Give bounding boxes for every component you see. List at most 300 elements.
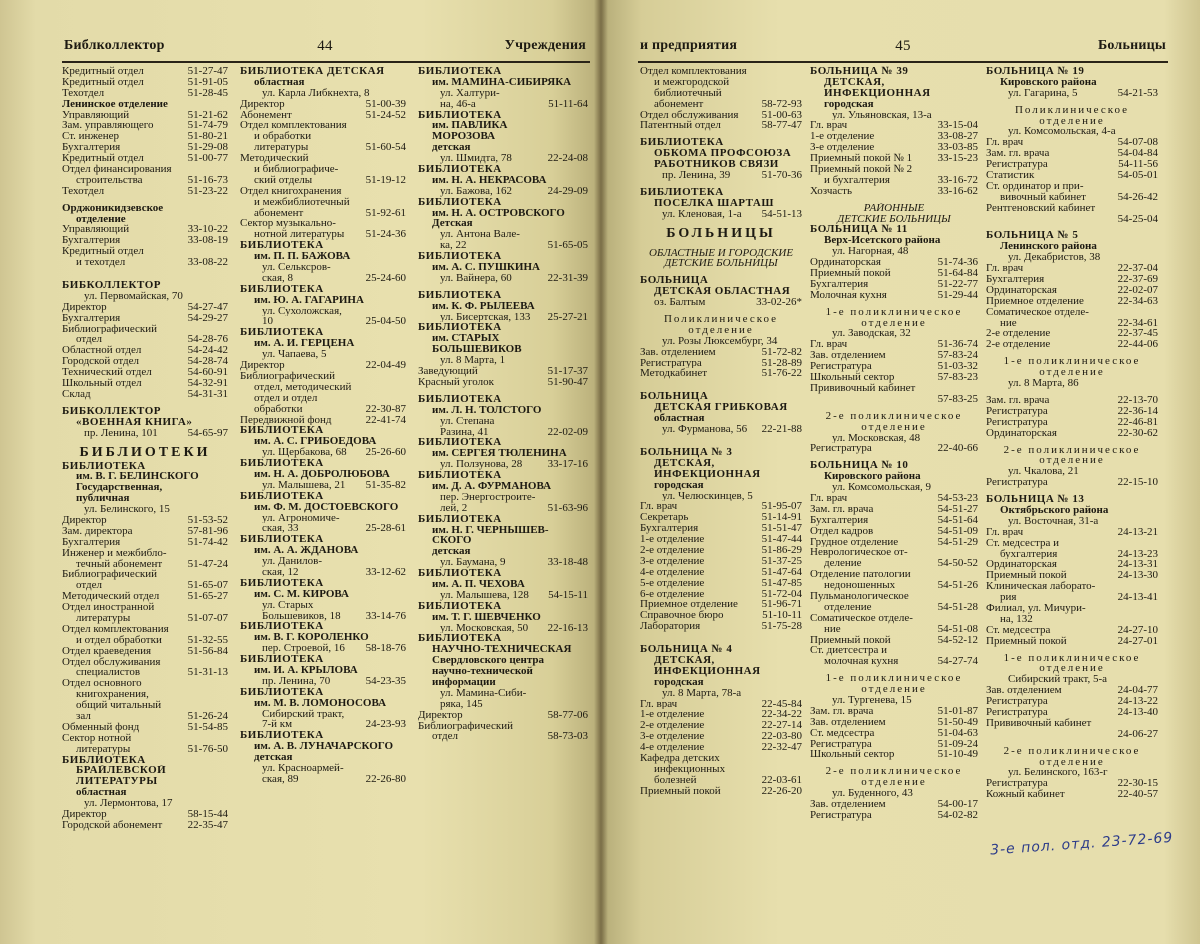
phone-number: 58-18-76 bbox=[365, 643, 406, 655]
entry-text: ул. Комсомольская, 9 bbox=[832, 482, 932, 493]
entry-label: Регистратура bbox=[810, 809, 872, 821]
phone-number: 51-47-64 bbox=[761, 566, 802, 578]
entry-text: ул. Мамина-Сиби- bbox=[440, 687, 527, 699]
institution-name: ИНФЕКЦИОННАЯ bbox=[824, 87, 931, 99]
phone-number: 25-26-60 bbox=[365, 447, 406, 459]
directory-entry bbox=[986, 592, 1158, 603]
entry-label: ние bbox=[824, 623, 841, 635]
entry-label: Ординаторская bbox=[986, 284, 1057, 296]
entry-label: Приемный покой bbox=[986, 570, 1067, 582]
entry-label: 3-е отделение bbox=[640, 731, 705, 743]
phone-number: 51-09-24 bbox=[937, 738, 978, 750]
entry-label: ская, 8 bbox=[262, 272, 294, 284]
institution-name: БИБЛИОТЕКА bbox=[640, 137, 724, 149]
institution-name: ЛИТЕРАТУРЫ bbox=[76, 776, 158, 788]
left-header-title: Библколлектор bbox=[64, 38, 165, 53]
entry-text: и межбиблиотечный bbox=[254, 196, 350, 208]
directory-entry bbox=[62, 224, 228, 235]
entry-label: течный абонемент bbox=[76, 558, 163, 570]
phone-number: 54-51-08 bbox=[937, 623, 978, 635]
institution-name: БИБЛИОТЕКА bbox=[418, 109, 502, 121]
department-subheading: 2-е поликлиническое bbox=[825, 410, 963, 422]
entry-label: и техотдел bbox=[76, 257, 126, 269]
institution-name: ДЕТСКАЯ ГРИБКОВАЯ bbox=[654, 402, 788, 414]
phone-number: 51-35-82 bbox=[365, 479, 406, 491]
phone-number: 24-06-27 bbox=[1117, 728, 1158, 740]
directory-entry bbox=[640, 523, 802, 534]
entry-text: на, 132 bbox=[1000, 613, 1033, 625]
institution-name: БИБЛИОТЕКА ДЕТСКАЯ bbox=[240, 66, 385, 77]
entry-label: деление bbox=[824, 558, 862, 570]
phone-number: 24-29-09 bbox=[547, 185, 588, 197]
entry-label: пр. Ленина, 39 bbox=[662, 170, 731, 181]
directory-entry bbox=[240, 142, 406, 153]
phone-number: 22-34-63 bbox=[1117, 295, 1158, 307]
entry-label: Техотдел bbox=[62, 87, 105, 99]
entry-heading: им. С. М. КИРОВА bbox=[254, 588, 349, 600]
entry-heading: Государственная, bbox=[76, 482, 163, 494]
directory-entry bbox=[62, 334, 228, 345]
directory-entry bbox=[810, 728, 978, 739]
department-subheading: 1-е поликлиническое bbox=[825, 306, 963, 318]
phone-number: 51-26-24 bbox=[187, 710, 228, 722]
entry-text: Кредитный отдел bbox=[62, 246, 144, 258]
directory-entry bbox=[62, 711, 228, 722]
directory-entry bbox=[810, 810, 978, 821]
directory-entry bbox=[986, 274, 1158, 285]
left-column-3 bbox=[418, 66, 588, 742]
phone-number: 22-02-09 bbox=[547, 426, 588, 438]
phone-number: 33-17-16 bbox=[547, 459, 588, 471]
entry-label: Регистратура bbox=[986, 405, 1048, 417]
department-subheading: отделение bbox=[688, 324, 754, 336]
entry-text: ул. Сельксров- bbox=[262, 262, 331, 273]
institution-name: ДЕТСКАЯ, bbox=[824, 76, 885, 88]
entry-label: специалистов bbox=[76, 667, 141, 679]
directory-entry bbox=[418, 623, 588, 634]
phone-number: 51-60-54 bbox=[365, 142, 406, 154]
entry-label: Красный уголок bbox=[418, 376, 494, 388]
entry-label: ул. Бисертская, 133 bbox=[440, 311, 531, 323]
phone-number: 24-13-41 bbox=[1117, 592, 1158, 603]
phone-number: 33-02-26* bbox=[756, 297, 802, 309]
entry-text: ул. Розы Люксембург, 34 bbox=[662, 335, 778, 347]
left-header-section: Учреждения bbox=[504, 38, 586, 53]
phone-number: 22-26-20 bbox=[761, 785, 802, 797]
institution-name: БИБЛИОТЕКА bbox=[418, 633, 502, 645]
institution-name: БОЛЬНИЦА bbox=[640, 275, 709, 287]
institution-name: БОЛЬНИЦА № 39 bbox=[810, 66, 909, 77]
phone-number: 51-01-87 bbox=[937, 705, 978, 717]
department-subheading: 2-е поликлиническое bbox=[1003, 745, 1141, 757]
entry-text: ул. Ульяновская, 13-а bbox=[832, 109, 932, 121]
phone-number: 54-51-29 bbox=[937, 536, 978, 548]
directory-entry bbox=[810, 443, 978, 454]
entry-label: Склад bbox=[62, 388, 91, 400]
entry-label: рия bbox=[1000, 592, 1017, 603]
entry-label: Бухгалтерия bbox=[986, 274, 1045, 285]
entry-text: и межгородской bbox=[654, 76, 730, 88]
entry-text: ул. Белинского, 163-г bbox=[1008, 767, 1108, 779]
entry-text: отдел и отдел bbox=[254, 392, 318, 404]
directory-entry bbox=[640, 599, 802, 610]
phone-number: 51-92-61 bbox=[365, 207, 406, 219]
category-subheading: ДЕТСКИЕ БОЛЬНИЦЫ bbox=[664, 258, 778, 270]
directory-entry bbox=[810, 504, 978, 515]
phone-number: 22-30-62 bbox=[1117, 427, 1158, 439]
entry-label: Школьный сектор bbox=[810, 749, 895, 761]
directory-entry bbox=[986, 636, 1158, 647]
phone-number: 54-60-91 bbox=[187, 367, 228, 379]
entry-text: Соматическое отделе- bbox=[986, 306, 1089, 318]
phone-number: 54-51-27 bbox=[937, 503, 978, 515]
phone-number: 54-32-91 bbox=[187, 378, 228, 389]
directory-entry bbox=[62, 646, 228, 657]
entry-label: Гл. врач bbox=[810, 120, 848, 132]
category-subheading: ДЕТСКИЕ БОЛЬНИЦЫ bbox=[837, 213, 951, 225]
directory-entry bbox=[418, 557, 588, 568]
department-subheading: отделение bbox=[861, 777, 927, 789]
entry-label: 6-е отделение bbox=[640, 588, 705, 600]
entry-label: Зам. управляющего bbox=[62, 120, 154, 132]
phone-number: 51-28-45 bbox=[187, 87, 228, 99]
directory-entry bbox=[640, 731, 802, 742]
phone-number: 22-44-06 bbox=[1117, 339, 1158, 351]
entry-label: абонемент bbox=[254, 207, 304, 219]
entry-label: Регистратура bbox=[810, 443, 872, 455]
phone-number: 54-11-56 bbox=[1118, 159, 1158, 171]
directory-entry bbox=[810, 749, 978, 760]
phone-number: 51-50-49 bbox=[937, 716, 978, 728]
entry-label: Приемный покой № 1 bbox=[810, 153, 913, 165]
entry-text: ул. Антона Вале- bbox=[440, 229, 520, 241]
entry-text: ул. Данилов- bbox=[262, 556, 323, 567]
entry-text: ул. Первомайская, 70 bbox=[84, 290, 183, 302]
right-page-header bbox=[640, 38, 1166, 60]
entry-heading: Верх-Исетского района bbox=[824, 235, 941, 247]
directory-entry bbox=[986, 477, 1158, 488]
phone-number: 22-36-14 bbox=[1117, 405, 1158, 417]
directory-entry bbox=[986, 559, 1158, 570]
directory-entry bbox=[640, 567, 802, 578]
entry-text: Методический bbox=[240, 153, 309, 165]
directory-entry bbox=[640, 578, 802, 589]
directory-entry bbox=[240, 447, 406, 458]
entry-label: Школьный отдел bbox=[62, 378, 142, 389]
entry-heading: Ленинское отделение bbox=[62, 98, 168, 110]
phone-number: 51-24-36 bbox=[365, 229, 406, 241]
entry-heading: СКОГО bbox=[432, 535, 472, 547]
phone-number: 51-75-28 bbox=[761, 621, 802, 633]
directory-entry bbox=[640, 786, 802, 797]
directory-entry bbox=[810, 372, 978, 383]
entry-label: Лаборатория bbox=[640, 621, 701, 633]
entry-label: нотной литературы bbox=[254, 229, 345, 241]
directory-entry bbox=[240, 567, 406, 578]
phone-number: 51-10-11 bbox=[762, 610, 802, 622]
directory-entry bbox=[986, 137, 1158, 148]
entry-label: Зам. гл. врача bbox=[810, 705, 874, 717]
entry-text: ул. Старых bbox=[262, 599, 314, 611]
section-title: БОЛЬНИЦЫ bbox=[666, 225, 776, 241]
entry-label: пер. Строевой, 16 bbox=[262, 643, 345, 655]
phone-number: 22-35-47 bbox=[187, 819, 228, 831]
directory-entry bbox=[62, 235, 228, 246]
phone-number: 54-51-13 bbox=[761, 208, 802, 220]
institution-name: БОЛЬНИЦА № 19 bbox=[986, 66, 1085, 77]
department-subheading: отделение bbox=[1039, 663, 1105, 675]
entry-text: Отделение патологии bbox=[810, 569, 911, 581]
phone-number: 51-31-13 bbox=[187, 667, 228, 679]
entry-heading: им. Л. Н. ТОЛСТОГО bbox=[432, 404, 542, 416]
phone-number: 24-13-21 bbox=[1117, 526, 1158, 538]
institution-name: БИБЛИОТЕКА bbox=[418, 470, 502, 481]
directory-entry bbox=[62, 809, 228, 820]
phone-number: 22-21-88 bbox=[761, 424, 802, 435]
entry-label: ние bbox=[1000, 317, 1017, 329]
entry-text: ул. Чкалова, 21 bbox=[1008, 466, 1079, 478]
directory-entry bbox=[810, 361, 978, 372]
left-page-number: 44 bbox=[317, 38, 333, 54]
entry-label: Зам. гл. врача bbox=[986, 148, 1050, 160]
entry-label: Кредитный отдел bbox=[62, 153, 144, 165]
entry-heading: городская bbox=[654, 479, 704, 491]
phone-number: 57-83-25 bbox=[937, 393, 978, 405]
phone-number: 54-27-47 bbox=[187, 301, 228, 313]
entry-label: Директор bbox=[62, 809, 107, 820]
phone-number: 51-10-49 bbox=[937, 749, 978, 761]
entry-label: 5-е отделение bbox=[640, 577, 705, 589]
directory-entry bbox=[810, 656, 978, 667]
directory-entry bbox=[986, 318, 1158, 329]
directory-entry bbox=[810, 142, 978, 153]
entry-heading: им. И. А. КРЫЛОВА bbox=[254, 664, 358, 676]
directory-entry bbox=[240, 175, 406, 186]
phone-number: 54-65-97 bbox=[187, 427, 228, 439]
entry-label: Регистратура bbox=[640, 357, 702, 369]
phone-number: 22-13-70 bbox=[1117, 394, 1158, 406]
directory-entry bbox=[240, 208, 406, 219]
entry-text: ул. Челюскинцев, 5 bbox=[662, 490, 753, 502]
entry-text: и библиографиче- bbox=[254, 164, 339, 175]
phone-number: 54-51-26 bbox=[937, 580, 978, 591]
phone-number: 33-16-62 bbox=[937, 185, 978, 197]
institution-name: «ВОЕННАЯ КНИГА» bbox=[76, 416, 193, 428]
phone-number: 22-26-80 bbox=[365, 773, 406, 785]
entry-text: отдел, методический bbox=[254, 381, 352, 393]
phone-number: 51-04-63 bbox=[937, 727, 978, 739]
directory-entry bbox=[62, 302, 228, 313]
phone-number: 54-05-01 bbox=[1117, 170, 1158, 181]
entry-label: Бухгалтерия bbox=[640, 523, 699, 535]
phone-number: 57-83-24 bbox=[937, 350, 978, 362]
directory-entry bbox=[810, 290, 978, 301]
directory-entry bbox=[62, 820, 228, 831]
phone-number: 33-18-48 bbox=[547, 557, 588, 569]
entry-heading: им. СТАРЫХ bbox=[432, 333, 500, 345]
entry-label: ский отделы bbox=[254, 174, 313, 186]
entry-label: 2-е отделение bbox=[640, 720, 705, 732]
directory-entry bbox=[810, 493, 978, 504]
entry-label: Гл. врач bbox=[640, 698, 678, 710]
institution-name: БИБЛИОТЕКА bbox=[240, 458, 324, 469]
phone-number: 54-00-17 bbox=[937, 799, 978, 810]
category-subheading: РАЙОННЫЕ bbox=[863, 202, 925, 214]
entry-label: 1-е отделение bbox=[640, 709, 705, 721]
entry-heading: Ленинского района bbox=[1000, 241, 1097, 253]
directory-entry bbox=[640, 589, 802, 600]
entry-heading: им. МАМИНА-СИБИРЯКА bbox=[432, 76, 572, 88]
entry-label: литературы bbox=[76, 612, 131, 624]
entry-text: библиотечный bbox=[654, 87, 722, 99]
institution-name: БИБЛИОТЕКА bbox=[418, 164, 502, 175]
entry-label: отдел bbox=[76, 334, 102, 346]
entry-text: и обработки bbox=[254, 131, 312, 143]
entry-label: ул. Фурманова, 56 bbox=[662, 424, 748, 435]
entry-label: Зав. отделением bbox=[810, 350, 886, 362]
phone-number: 54-02-82 bbox=[937, 809, 978, 821]
entry-label: ская, 89 bbox=[262, 773, 299, 785]
entry-text: пер. Энергостроите- bbox=[440, 491, 536, 503]
entry-heading: НАУЧНО-ТЕХНИЧЕСКАЯ bbox=[432, 644, 572, 656]
entry-label: Приемный покой bbox=[810, 634, 891, 646]
phone-number: 25-28-61 bbox=[365, 523, 406, 535]
phone-number: 51-00-77 bbox=[187, 153, 228, 165]
directory-entry bbox=[62, 313, 228, 324]
entry-text: Сибирский тракт, bbox=[262, 708, 345, 720]
directory-entry bbox=[62, 389, 228, 400]
directory-entry bbox=[62, 526, 228, 537]
entry-label: ул. Бажова, 162 bbox=[440, 185, 512, 197]
entry-text: Отдел книгохранения bbox=[240, 185, 342, 197]
entry-label: Секретарь bbox=[640, 512, 689, 524]
institution-name: БИБЛИОТЕКА bbox=[240, 490, 324, 502]
directory-entry bbox=[640, 545, 802, 556]
entry-label: Директор bbox=[240, 360, 285, 371]
entry-label: Большевиков, 18 bbox=[262, 610, 341, 622]
directory-entry bbox=[810, 279, 978, 290]
entry-label: ул. Малышева, 21 bbox=[262, 479, 346, 491]
entry-label: отделение bbox=[824, 601, 872, 613]
entry-text: ул. Белинского, 15 bbox=[84, 504, 170, 515]
entry-label: литературы bbox=[254, 142, 309, 154]
phone-number: 51-65-27 bbox=[187, 591, 228, 603]
entry-label: Директор bbox=[62, 514, 107, 526]
phone-number: 54-50-52 bbox=[937, 558, 978, 570]
entry-text: Кафедра детских bbox=[640, 752, 720, 764]
phone-number: 51-11-64 bbox=[548, 98, 588, 110]
department-subheading: 2-е поликлиническое bbox=[825, 766, 963, 778]
entry-text: ул. 8 Марта, 78-а bbox=[662, 687, 742, 699]
entry-text: ул. Тургенева, 15 bbox=[832, 694, 912, 706]
entry-heading: городская bbox=[654, 676, 704, 688]
phone-number: 51-27-47 bbox=[187, 66, 228, 77]
entry-label: Регистратура bbox=[810, 361, 872, 373]
directory-entry bbox=[240, 480, 406, 491]
phone-number: 51-76-50 bbox=[187, 743, 228, 755]
phone-number: 54-51-28 bbox=[937, 601, 978, 613]
phone-number: 22-41-74 bbox=[365, 414, 406, 426]
phone-number: 51-76-22 bbox=[761, 368, 802, 380]
phone-number: 51-65-07 bbox=[187, 580, 228, 592]
directory-entry bbox=[986, 778, 1158, 789]
entry-heading: научно-технической bbox=[432, 666, 533, 677]
directory-entry bbox=[62, 537, 228, 548]
phone-number: 22-34-61 bbox=[1117, 317, 1158, 329]
directory-entry bbox=[810, 739, 978, 750]
entry-label: ская, 33 bbox=[262, 523, 299, 535]
entry-label: ул. Московская, 50 bbox=[440, 622, 529, 634]
entry-label: Бухгалтерия bbox=[810, 278, 869, 290]
entry-label: Регистратура bbox=[986, 706, 1048, 718]
entry-label: 10 bbox=[262, 316, 273, 328]
phone-number: 33-16-72 bbox=[937, 174, 978, 186]
directory-entry bbox=[640, 512, 802, 523]
entry-heading: им. В. Г. БЕЛИНСКОГО bbox=[76, 471, 199, 483]
entry-label: Бухгалтерия bbox=[62, 142, 121, 154]
institution-name: БОЛЬНИЦА № 3 bbox=[640, 446, 733, 458]
phone-number: 54-23-35 bbox=[365, 675, 406, 687]
directory-entry bbox=[418, 503, 588, 514]
entry-text: Прививочный кабинет bbox=[986, 717, 1092, 729]
book-gutter bbox=[594, 0, 608, 944]
entry-label: Кредитный отдел bbox=[62, 76, 144, 88]
entry-label: Отдел обслуживания bbox=[640, 109, 739, 121]
directory-entry bbox=[418, 710, 588, 721]
directory-entry bbox=[810, 558, 978, 569]
phone-number: 51-86-29 bbox=[761, 544, 802, 556]
entry-label: Справочное бюро bbox=[640, 610, 724, 622]
right-column-2 bbox=[810, 66, 978, 821]
phone-number: 22-45-84 bbox=[761, 698, 802, 710]
phone-number: 51-14-91 bbox=[761, 512, 802, 524]
directory-entry bbox=[810, 635, 978, 646]
institution-name: БИБЛИОТЕКА bbox=[240, 240, 324, 252]
directory-entry bbox=[240, 110, 406, 121]
phone-number: 22-30-15 bbox=[1117, 778, 1158, 790]
institution-name: ДЕТСКАЯ, bbox=[654, 457, 715, 469]
directory-entry bbox=[62, 744, 228, 755]
entry-label: Методический отдел bbox=[62, 591, 160, 603]
directory-entry bbox=[62, 120, 228, 131]
entry-text: ул. 8 Марта, 86 bbox=[1008, 378, 1079, 389]
directory-entry bbox=[640, 709, 802, 720]
institution-name: БИБЛИОТЕКА bbox=[62, 460, 146, 472]
phone-number: 51-47-85 bbox=[761, 577, 802, 589]
institution-name: БИБЛИОТЕКА bbox=[240, 283, 324, 295]
entry-label: Гл. врач bbox=[986, 526, 1024, 538]
entry-text: ул. Лермонтова, 17 bbox=[84, 798, 173, 809]
directory-entry bbox=[418, 153, 588, 164]
phone-number: 54-24-42 bbox=[187, 345, 228, 357]
phone-number: 57-83-23 bbox=[937, 372, 978, 383]
entry-label: и отдел обработки bbox=[76, 634, 162, 646]
entry-heading: Кировского района bbox=[824, 471, 921, 483]
entry-text: Библиографический bbox=[418, 720, 513, 732]
entry-label: Областной отдел bbox=[62, 345, 142, 357]
phone-number: 22-15-10 bbox=[1117, 477, 1158, 489]
directory-entry bbox=[810, 799, 978, 810]
phone-number: 51-22-77 bbox=[937, 278, 978, 290]
directory-entry bbox=[418, 366, 588, 377]
entry-label: Директор bbox=[418, 709, 463, 721]
entry-text: Отдел финансирования bbox=[62, 164, 172, 175]
entry-label: пр. Ленина, 70 bbox=[262, 675, 331, 687]
phone-number: 51-29-08 bbox=[187, 142, 228, 154]
phone-number: 25-04-50 bbox=[365, 316, 406, 328]
entry-label: Хозчасть bbox=[810, 185, 852, 197]
institution-name: ИНФЕКЦИОННАЯ bbox=[654, 468, 761, 480]
